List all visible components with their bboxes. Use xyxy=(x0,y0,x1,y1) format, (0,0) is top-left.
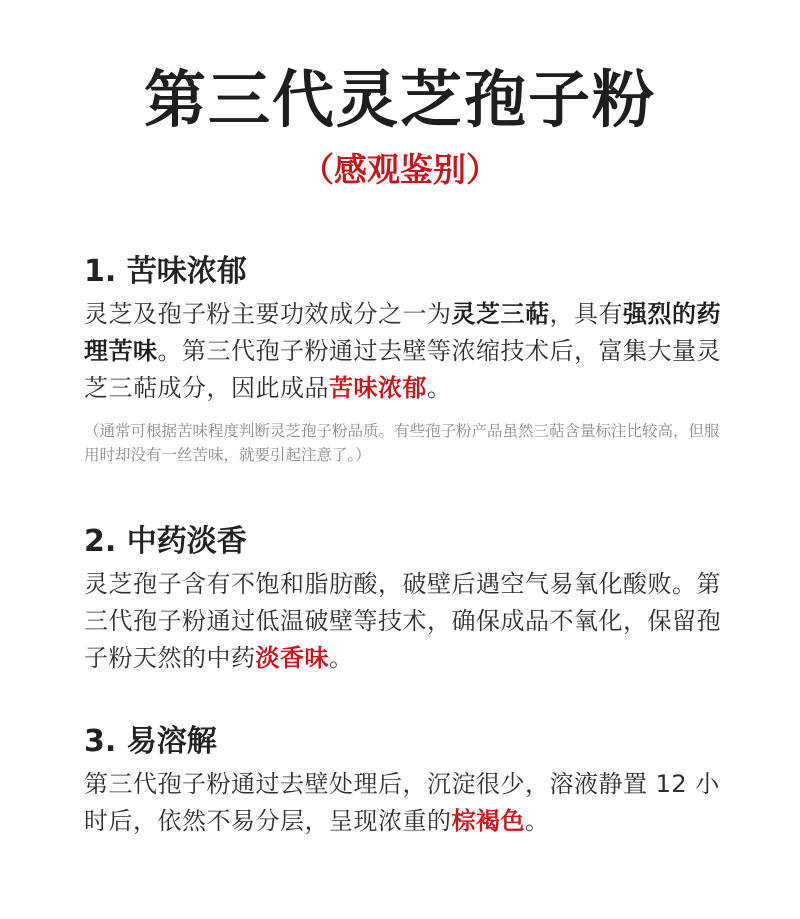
page-subtitle: （感观鉴别） xyxy=(301,150,499,189)
highlight-text: 苦味浓郁 xyxy=(329,374,427,402)
section-bitter-taste xyxy=(84,252,724,467)
section-paragraph xyxy=(84,766,724,840)
emphasis-text: 灵芝三萜 xyxy=(451,300,550,328)
section-heading: 1. 苦味浓郁 xyxy=(84,254,247,289)
highlight-text: 棕褐色 xyxy=(451,807,525,835)
paragraph-text: 第三代孢子粉通过去壁处理后，沉淀很少，溶液静置 12 小时后，依然不易分层，呈现浓重的 xyxy=(84,770,720,835)
paragraph-text: 。 xyxy=(329,644,354,672)
section-note: （通常可根据苦味程度判断灵芝孢子粉品质。有些孢子粉产品虽然三萜含量标注比较高，但服用时却没有一丝苦味，就要引起注意了。） xyxy=(84,422,720,464)
section-herbal-aroma xyxy=(84,522,724,677)
paragraph-text: ，具有 xyxy=(549,300,623,328)
section-heading: 2. 中药淡香 xyxy=(84,524,247,559)
page-title: 第三代灵芝孢子粉 xyxy=(143,63,656,136)
section-paragraph xyxy=(84,566,724,677)
paragraph-text: 。 xyxy=(525,807,550,835)
paragraph-text: 灵芝孢子含有不饱和脂肪酸，破壁后遇空气易氧化酸败。第三代孢子粉通过低温破壁等技术，确保成品不氧化，保留孢子粉天然的中药 xyxy=(84,570,721,672)
paragraph-text: 灵芝及孢子粉主要功效成分之一为 xyxy=(84,300,452,328)
section-easy-dissolve xyxy=(84,722,724,840)
paragraph-text: 。第三代孢子粉通过去壁等浓缩技术后，富集大量灵芝三萜成分，因此成品 xyxy=(84,337,721,402)
highlight-text: 淡香味 xyxy=(255,644,329,672)
paragraph-text: 。 xyxy=(427,374,452,402)
section-paragraph xyxy=(84,296,724,407)
emphasis-text: 强烈的药理苦味 xyxy=(84,300,721,365)
section-heading: 3. 易溶解 xyxy=(84,724,217,759)
